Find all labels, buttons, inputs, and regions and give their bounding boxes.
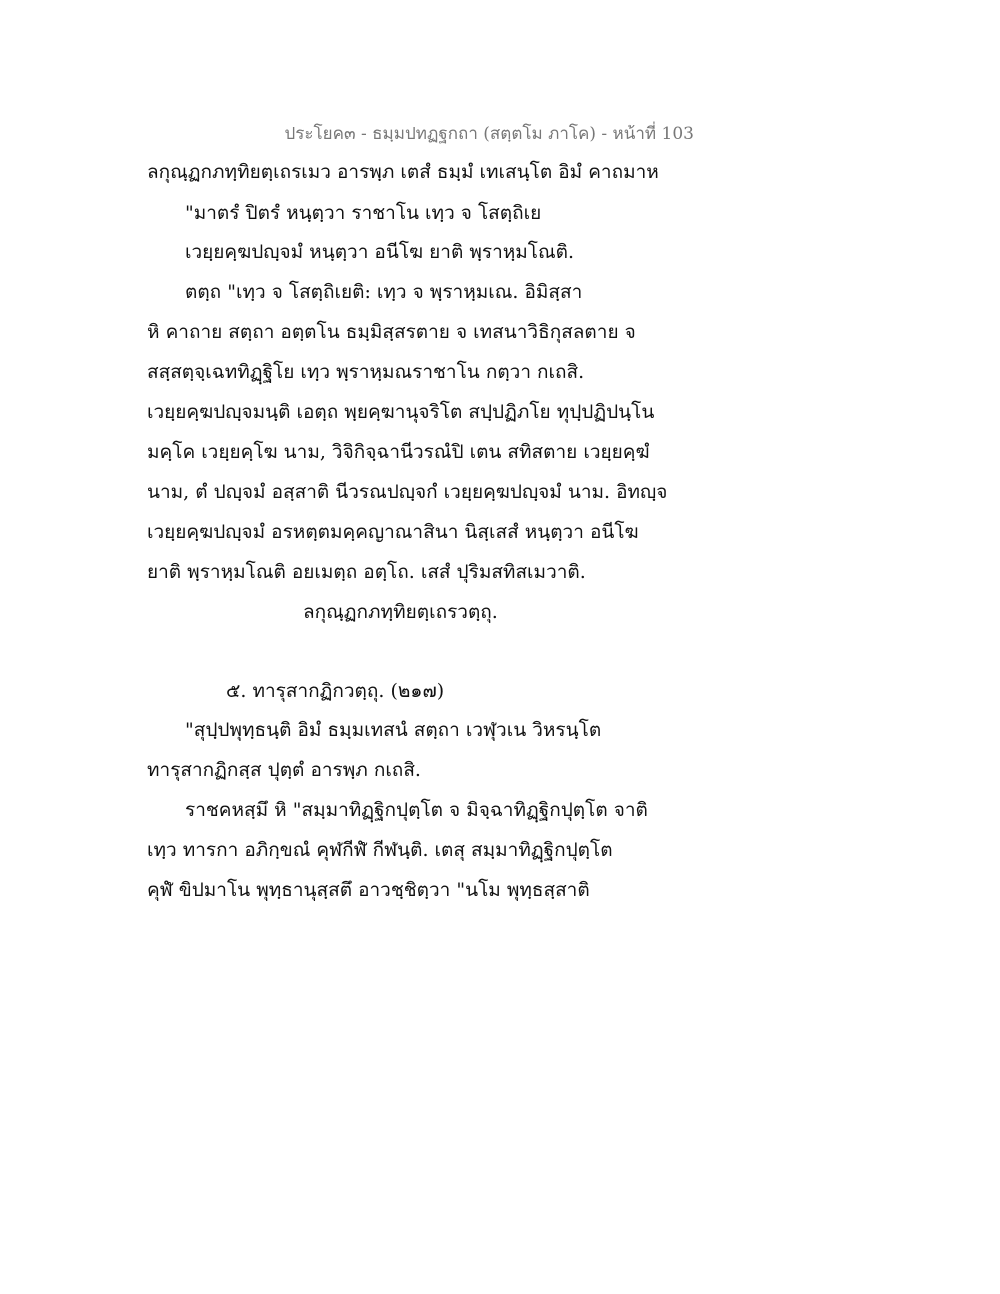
running-header: ประโยค๓ - ธมฺมปทฏฐกถา (สตฺตโม ภาโค) - หน้าที่ 103 <box>284 124 694 144</box>
story2-para1-line: ทารุสากฏิกสฺส ปุตฺตํ อารพฺภ กเถสิ. <box>147 759 421 781</box>
verse-line-2: เวยฺยคฺฆปญฺจมํ หนฺตฺวา อนีโฆ ยาติ พฺราหฺมโณติ. <box>185 241 574 263</box>
story1-intro-line: ลกุณฺฏกภทฺทิยตฺเถรเมว อารพฺภ เตสํ ธมฺมํ เทเสนฺโต อิมํ คาถมาห <box>147 161 659 183</box>
commentary-line: เวยฺยคฺฆปญฺจมํ อรหตฺตมคฺคญาณาสินา นิสฺเสสํ หนฺตฺวา อนีโฆ <box>147 521 639 543</box>
commentary-line: มคฺโค เวยฺยคฺโฆ นาม, วิจิกิจฺฉานีวรณํปิ เตน สทิสตาย เวยฺยคฺฆํ <box>147 441 650 463</box>
commentary-line: สสฺสตฺจฺเฉททิฏฺฐิโย เทฺว พฺราหฺมณราชาโน กตฺวา กเถสิ. <box>147 361 585 383</box>
commentary-line: นาม, ตํ ปญฺจมํ อสฺสาติ นีวรณปญฺจกํ เวยฺยคฺฆปญฺจมํ นาม. อิทญฺจ <box>147 481 668 503</box>
commentary-line: ยาติ พฺราหฺมโณติ อยเมตฺถ อตฺโถ. เสสํ ปุริมสทิสเมวาติ. <box>147 561 586 583</box>
commentary-line: ตตฺถ "เทฺว จ โสตฺถิเยติ: เทฺว จ พฺราหฺมเณ. อิมิสฺสา <box>185 281 583 303</box>
story2-para1-line: "สุปฺปพุทฺธนฺติ อิมํ ธมฺมเทสนํ สตฺถา เวฬุวเน วิหรนฺโต <box>185 719 602 741</box>
story2-para2-line: ราชคหสฺมึ หิ "สมฺมาทิฏฺฐิกปุตฺโต จ มิจฺฉาทิฏฺฐิกปุตฺโต จาติ <box>185 799 648 821</box>
story2-para2-line: เทฺว ทารกา อภิกฺขณํ คุฬกีฬํ กีฬนฺติ. เตสุ สมฺมาทิฏฺฐิกปุตฺโต <box>147 839 613 861</box>
story2-title: ๕. ทารุสากฏิกวตฺถุ. (๒๑๗) <box>226 680 445 702</box>
commentary-line: หิ คาถาย สตฺถา อตฺตโน ธมฺมิสฺสรตาย จ เทสนาวิธิกุสลตาย จ <box>147 321 636 343</box>
story2-para2-line: คุฬํ ขิปมาโน พุทฺธานุสฺสตึ อาวชฺชิตฺวา "นโม พุทฺธสฺสาติ <box>147 879 590 901</box>
verse-line-1: "มาตรํ ปิตรํ หนฺตฺวา ราชาโน เทฺว จ โสตฺถิเย <box>185 202 542 224</box>
story1-closing: ลกุณฺฏกภทฺทิยตฺเถรวตฺถุ. <box>303 601 498 623</box>
commentary-line: เวยฺยคฺฆปญฺจมนฺติ เอตฺถ พฺยคฺฆานุจริโต สปฺปฏิภโย ทุปฺปฏิปนฺโน <box>147 401 655 423</box>
